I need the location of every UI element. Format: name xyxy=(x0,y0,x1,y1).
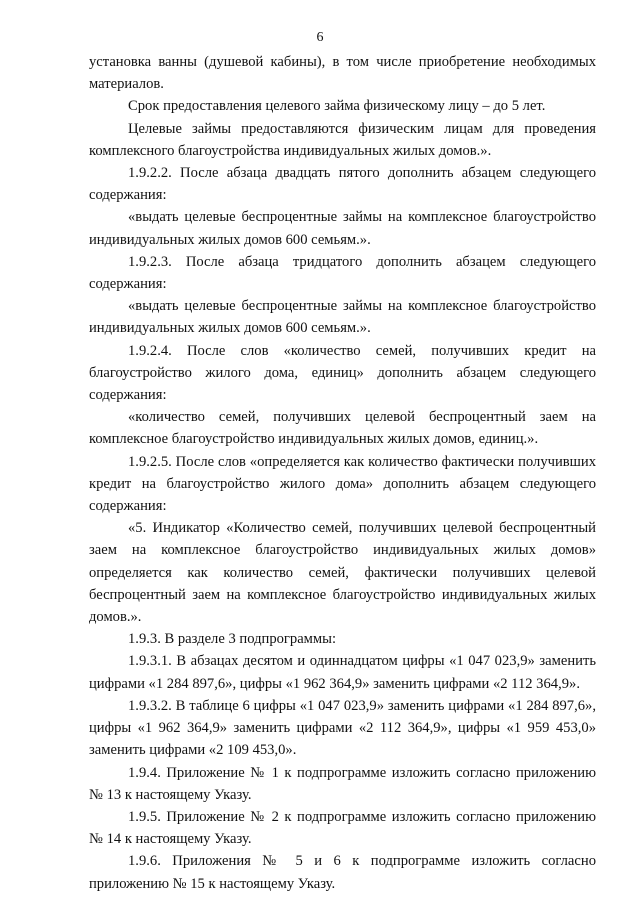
paragraph: «выдать целевые беспроцентные займы на комплексное благоустройство индивидуальных жилых домов 600 семьям.». xyxy=(89,298,596,337)
paragraph: 1.9.4. Приложение № 1 к подпрограмме изложить согласно приложению № 13 к настоящему Указу. xyxy=(89,764,596,803)
paragraph: 1.9.2.4. После слов «количество семей, получивших кредит на благоустройство жилого дома, единиц» дополнить абзацем следующего содержания: xyxy=(89,342,596,404)
page-number: 6 xyxy=(316,30,324,45)
paragraph: 1.9.3.1. В абзацах десятом и одиннадцатом цифры «1 047 023,9» заменить цифрами «1 284 897,6», цифры «1 962 364,9» заменить цифрами «2 112 364,9». xyxy=(89,653,596,692)
paragraph: установка ванны (душевой кабины), в том числе приобретение необходимых материалов. xyxy=(89,54,596,93)
paragraph: 1.9.2.3. После абзаца тридцатого дополнить абзацем следующего содержания: xyxy=(89,253,596,293)
paragraph: 1.9.6. Приложения № 5 и 6 к подпрограмме изложить согласно приложению № 15 к настоящему Указу. xyxy=(89,853,596,892)
paragraph: Целевые займы предоставляются физическим лицам для проведения комплексного благоустройства индивидуальных жилых домов.». xyxy=(89,120,596,159)
paragraph: 1.9.3. В разделе 3 подпрограммы: xyxy=(128,631,337,648)
paragraph: «количество семей, получивших целевой беспроцентный заем на комплексное благоустройство индивидуальных жилых домов, единиц.». xyxy=(89,409,596,448)
paragraph: Срок предоставления целевого займа физическому лицу – до 5 лет. xyxy=(128,98,546,115)
paragraph: 1.9.2.5. После слов «определяется как количество фактически получивших кредит на благоустройство жилого дома» дополнить абзацем следующего содержания: xyxy=(89,453,596,515)
paragraph: «выдать целевые беспроцентные займы на комплексное благоустройство индивидуальных жилых домов 600 семьям.». xyxy=(89,209,596,248)
paragraph: 1.9.3.2. В таблице 6 цифры «1 047 023,9» заменить цифрами «1 284 897,6», цифры «1 962 364,9» заменить цифрами «2 112 364,9», цифры «1 959 453,0» заменить цифрами «2 109 453,0». xyxy=(89,697,596,759)
document-body xyxy=(89,51,596,895)
paragraph: 1.9.5. Приложение № 2 к подпрограмме изложить согласно приложению № 14 к настоящему Указу. xyxy=(89,808,596,848)
paragraph: 1.9.2.2. После абзаца двадцать пятого дополнить абзацем следующего содержания: xyxy=(89,165,596,204)
paragraph: «5. Индикатор «Количество семей, получивших целевой беспроцентный заем на комплексное благоустройство индивидуальных жилых домов» определяется как количество семей, фактически получивших целевой беспроцентный заем на комплексное благоустройство индивидуальных жилых домов.». xyxy=(89,520,596,626)
